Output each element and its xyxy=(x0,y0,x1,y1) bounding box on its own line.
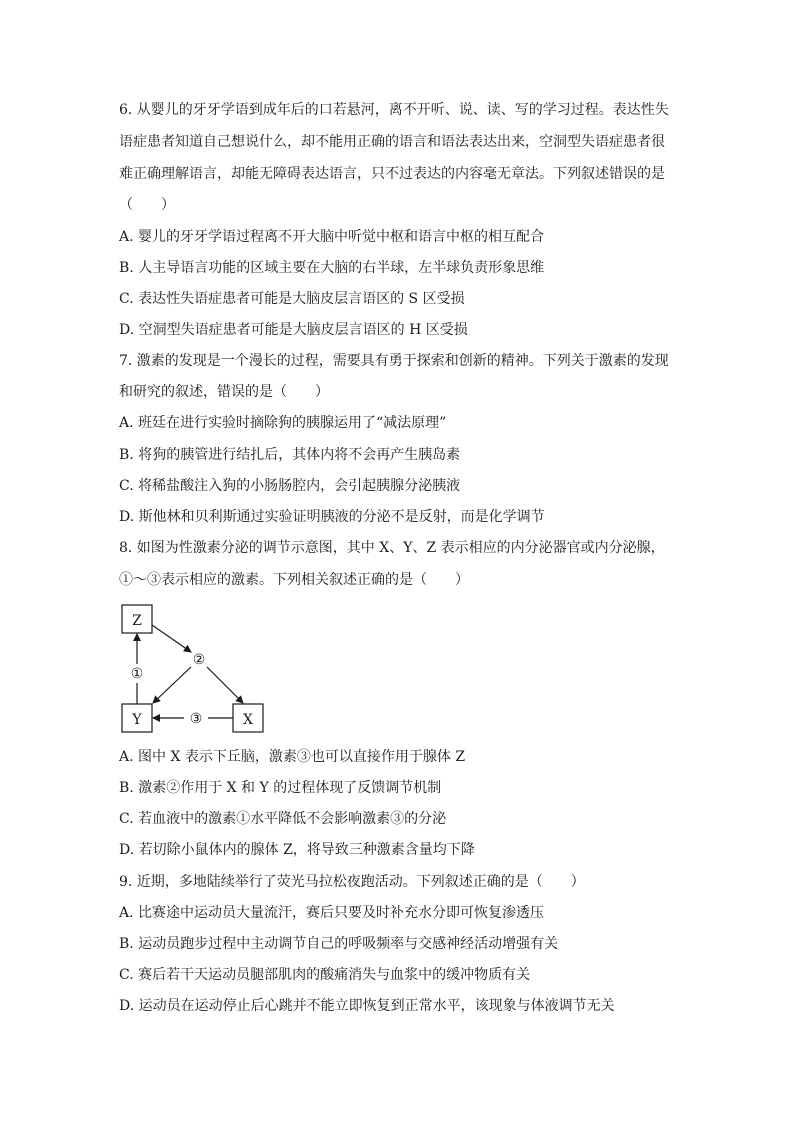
arrow-hormone-2-to-x xyxy=(207,667,243,703)
label-y: Y xyxy=(132,712,142,728)
arrow-hormone-2-to-y xyxy=(153,667,191,703)
hormone-regulation-diagram xyxy=(119,601,279,741)
q7-option-a: A. 班廷在进行实验时摘除狗的胰腺运用了“减法原理” xyxy=(119,415,447,431)
q9-option-b: B. 运动员跑步过程中主动调节自己的呼吸频率与交感神经活动增强有关 xyxy=(119,936,559,952)
q9-option-d: D. 运动员在运动停止后心跳并不能立即恢复到正常水平，该现象与体液调节无关 xyxy=(119,998,615,1014)
q7-option-d: D. 斯他林和贝利斯通过实验证明胰液的分泌不是反射，而是化学调节 xyxy=(119,509,545,525)
q8-stem-line-1: 8. 如图为性激素分泌的调节示意图，其中 X、Y、Z 表示相应的内分泌器官或内分泌腺， xyxy=(119,540,665,556)
q7-stem-line-2: 和研究的叙述，错误的是（ ） xyxy=(119,384,329,400)
q6-option-d: D. 空洞型失语症患者可能是大脑皮层言语区的 H 区受损 xyxy=(119,322,468,338)
q6-stem-line-3: 难正确理解语言，却能无障碍表达语言，只不过表达的内容毫无章法。下列叙述错误的是 xyxy=(119,166,665,182)
label-hormone-3: ③ xyxy=(189,711,203,727)
q6-option-b: B. 人主导语言功能的区域主要在大脑的右半球，左半球负责形象思维 xyxy=(119,260,545,276)
label-x: X xyxy=(243,712,253,728)
q7-option-b: B. 将狗的胰管进行结扎后，其体内将不会再产生胰岛素 xyxy=(119,447,461,463)
q6-option-c: C. 表达性失语症患者可能是大脑皮层言语区的 S 区受损 xyxy=(119,291,465,307)
q6-option-a: A. 婴儿的牙牙学语过程离不开大脑中听觉中枢和语言中枢的相互配合 xyxy=(119,229,545,245)
q8-option-b: B. 激素②作用于 X 和 Y 的过程体现了反馈调节机制 xyxy=(119,780,442,796)
q8-stem-line-2: ①～③表示相应的激素。下列相关叙述正确的是（ ） xyxy=(119,572,469,588)
q6-stem-line-4: （ ） xyxy=(119,197,175,213)
arrow-z-to-hormone-2 xyxy=(152,625,191,652)
q8-option-a: A. 图中 X 表示下丘脑，激素③也可以直接作用于腺体 Z xyxy=(119,749,466,765)
label-hormone-2: ② xyxy=(192,652,206,668)
q9-option-c: C. 赛后若干天运动员腿部肌肉的酸痛消失与血浆中的缓冲物质有关 xyxy=(119,967,531,983)
q7-stem-line-1: 7. 激素的发现是一个漫长的过程，需要具有勇于探索和创新的精神。下列关于激素的发现 xyxy=(119,353,669,369)
q7-option-c: C. 将稀盐酸注入狗的小肠肠腔内，会引起胰腺分泌胰液 xyxy=(119,478,461,494)
q6-stem-line-1: 6. 从婴儿的牙牙学语到成年后的口若悬河，离不开听、说、读、写的学习过程。表达性失 xyxy=(119,102,669,118)
q6-stem-line-2: 语症患者知道自己想说什么，却不能用正确的语言和语法表达出来，空洞型失语症患者很 xyxy=(119,134,665,150)
q8-option-d: D. 若切除小鼠体内的腺体 Z，将导致三种激素含量均下降 xyxy=(119,842,475,858)
q9-stem-line-1: 9. 近期，多地陆续举行了荧光马拉松夜跑活动。下列叙述正确的是（ ） xyxy=(119,874,585,890)
label-hormone-1: ① xyxy=(130,666,144,682)
label-z: Z xyxy=(132,613,142,629)
q8-option-c: C. 若血液中的激素①水平降低不会影响激素③的分泌 xyxy=(119,811,447,827)
q9-option-a: A. 比赛途中运动员大量流汗，赛后只要及时补充水分即可恢复渗透压 xyxy=(119,905,545,921)
